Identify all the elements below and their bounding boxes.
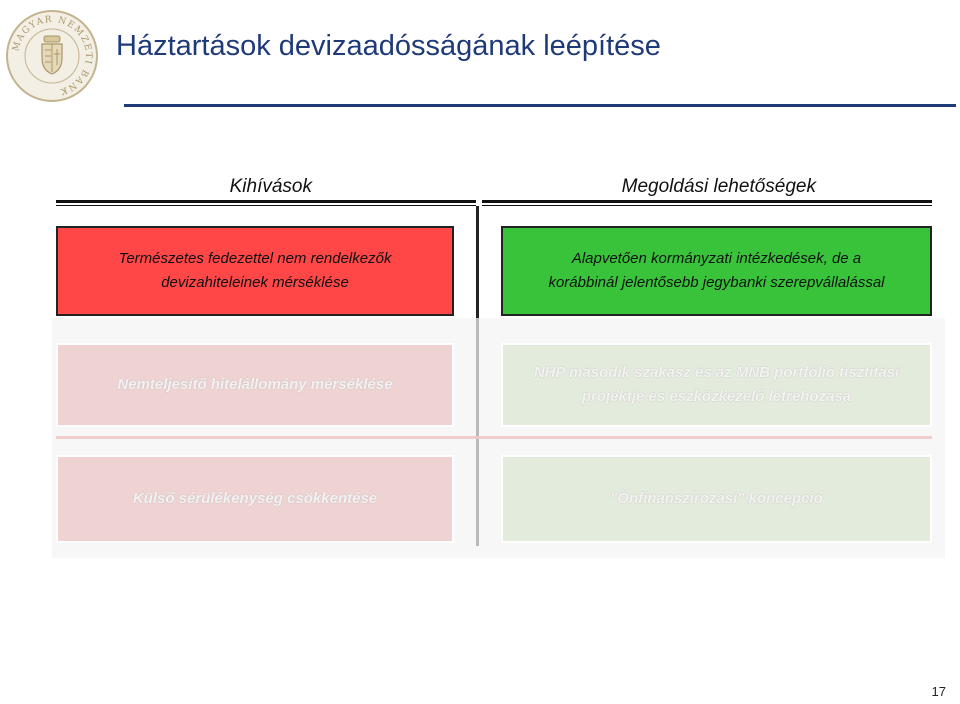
row-separator [56, 436, 932, 439]
column-header-solutions: Megoldási lehetőségek [621, 176, 816, 197]
solution-box-1 [501, 226, 932, 316]
solution-box-2 [501, 343, 932, 427]
page-title: Háztartások devizaadósságának leépítése [116, 30, 661, 62]
logo-ring-text: MAGYAR NEMZETI BANK [11, 14, 94, 97]
challenge-2-label: Nemteljesítő hitelállomány mérséklése [117, 376, 393, 393]
mnb-logo [4, 8, 100, 104]
title-underline [124, 104, 956, 107]
solution-2-line-1: NHP második szakasz és az MNB portfólió tisztítási [533, 364, 900, 381]
solution-box-3 [501, 455, 932, 543]
challenge-1-line-1: Természetes fedezettel nem rendelkezők [118, 250, 392, 267]
column-header-rule-left [56, 200, 476, 206]
solution-1-line-1: Alapvetően kormányzati intézkedések, de a [571, 250, 862, 267]
solution-2-line-2: projektje és eszközkezelő létrehozása [581, 388, 852, 405]
challenge-box-1 [56, 226, 454, 316]
challenge-1-line-2: devizahiteleinek mérséklése [161, 274, 349, 291]
column-header-challenges: Kihívások [229, 176, 312, 197]
challenge-3-label: Külső sérülékenység csökkentése [132, 490, 378, 507]
coat-of-arms-icon [42, 36, 62, 74]
solution-1-line-2: korábbinál jelentősebb jegybanki szerepvállalással [548, 274, 885, 291]
column-header-rule-right [482, 200, 932, 206]
solution-3-label: "Önfinanszírozási" koncepció [610, 490, 823, 507]
challenge-box-2 [56, 343, 454, 427]
page-number: 17 [931, 684, 946, 699]
challenge-box-3 [56, 455, 454, 543]
